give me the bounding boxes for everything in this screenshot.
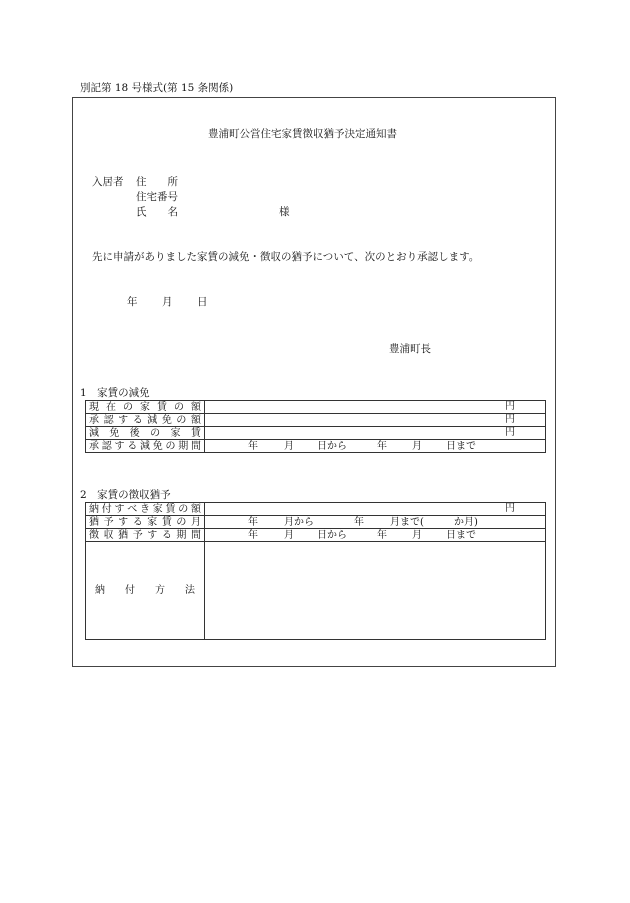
row-label-text: 猶 予 す る 家 賃 の 月 bbox=[89, 516, 201, 528]
period-part: 月 bbox=[412, 529, 422, 541]
period-part: 日まで bbox=[446, 440, 476, 452]
row-label bbox=[86, 516, 205, 529]
row-label bbox=[86, 529, 205, 542]
row-label-text: 徴 収 猶 予 す る 期 間 bbox=[89, 529, 201, 541]
table-row bbox=[86, 401, 546, 414]
row-label bbox=[86, 440, 205, 453]
row-label-text: 減 免 後 の 家 賃 bbox=[89, 427, 201, 439]
yen-unit: 円 bbox=[505, 414, 515, 425]
section2-heading: 2 家賃の徴収猶予 bbox=[80, 489, 171, 501]
payment-method-field[interactable] bbox=[205, 542, 546, 640]
row-label-text: 現 在 の 家 賃 の 額 bbox=[89, 401, 201, 413]
body-text: 先に申請がありました家賃の減免・徴収の猶予について、次のとおり承認します。 bbox=[92, 251, 480, 263]
yen-unit: 円 bbox=[505, 503, 515, 514]
resident-heading: 入居者 bbox=[92, 176, 124, 188]
period-part: 日から bbox=[317, 440, 347, 452]
row-label bbox=[86, 427, 205, 440]
row-label-text: 納 付 方 法 bbox=[95, 585, 195, 596]
period-part: 年 bbox=[248, 529, 258, 541]
amount-field[interactable] bbox=[205, 401, 546, 414]
amount-field[interactable] bbox=[205, 427, 546, 440]
amount-field[interactable] bbox=[205, 503, 546, 516]
row-label bbox=[86, 414, 205, 427]
date-month: 月 bbox=[162, 296, 173, 308]
name-label: 氏 名 bbox=[136, 206, 178, 218]
form-number-label: 別記第 18 号様式(第 15 条関係) bbox=[80, 82, 234, 94]
row-label-text: 納 付 す べ き 家 賃 の 額 bbox=[89, 503, 201, 515]
honorific: 様 bbox=[279, 206, 290, 218]
table-row bbox=[86, 503, 546, 516]
table-row bbox=[86, 529, 546, 542]
address-label: 住 所 bbox=[136, 176, 178, 188]
period-part: 年 bbox=[377, 440, 387, 452]
period-part: か月) bbox=[454, 516, 478, 528]
table-row bbox=[86, 440, 546, 453]
table-row bbox=[86, 516, 546, 529]
date-day: 日 bbox=[197, 296, 208, 308]
row-label-text: 承 認 す る 減 免 の 期 間 bbox=[89, 440, 201, 452]
month-period-field[interactable] bbox=[205, 516, 546, 529]
amount-field[interactable] bbox=[205, 414, 546, 427]
period-part: 年 bbox=[377, 529, 387, 541]
row-label bbox=[86, 401, 205, 414]
yen-unit: 円 bbox=[505, 401, 515, 412]
period-part: 日まで bbox=[446, 529, 476, 541]
section1-heading: 1 家賃の減免 bbox=[80, 387, 150, 399]
period-part: 月 bbox=[284, 529, 294, 541]
reduction-table bbox=[85, 400, 546, 453]
yen-unit: 円 bbox=[505, 427, 515, 438]
period-part: 月から bbox=[284, 516, 314, 528]
period-part: 年 bbox=[354, 516, 364, 528]
row-label bbox=[86, 542, 205, 640]
deferral-table bbox=[85, 502, 546, 640]
house-number-label: 住宅番号 bbox=[136, 191, 178, 203]
period-part: 年 bbox=[248, 516, 258, 528]
issuer: 豊浦町長 bbox=[389, 343, 431, 355]
date-year: 年 bbox=[127, 296, 138, 308]
row-label bbox=[86, 503, 205, 516]
period-part: 月まで( bbox=[390, 516, 424, 528]
period-part: 月 bbox=[284, 440, 294, 452]
document-title: 豊浦町公営住宅家賃徴収猶予決定通知書 bbox=[208, 128, 397, 140]
period-field[interactable] bbox=[205, 440, 546, 453]
period-field[interactable] bbox=[205, 529, 546, 542]
table-row bbox=[86, 414, 546, 427]
row-label-text: 承 認 す る 減 免 の 額 bbox=[89, 414, 201, 426]
table-row bbox=[86, 542, 546, 640]
period-part: 日から bbox=[317, 529, 347, 541]
period-part: 月 bbox=[412, 440, 422, 452]
period-part: 年 bbox=[248, 440, 258, 452]
table-row bbox=[86, 427, 546, 440]
